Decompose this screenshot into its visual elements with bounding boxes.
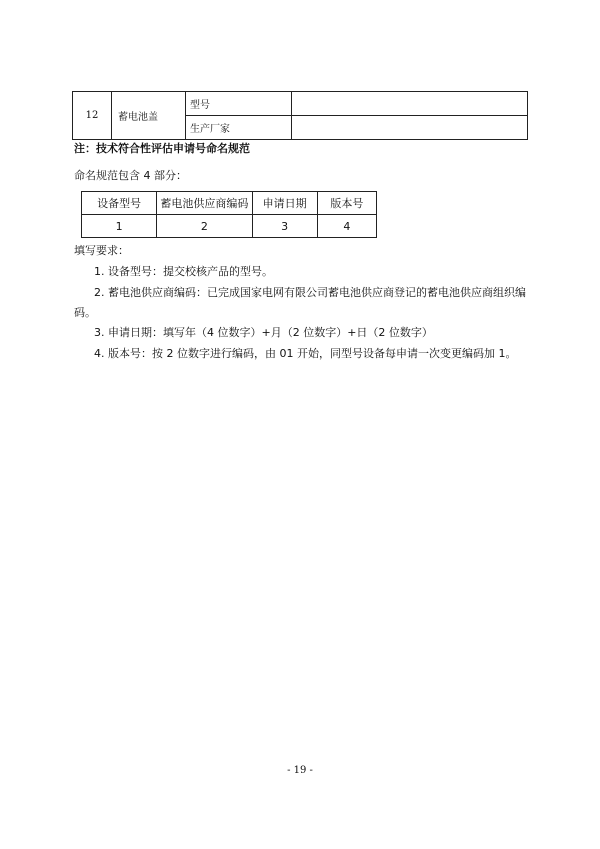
table-row [82,192,377,215]
page-number: - 19 - [287,765,313,776]
requirement-item-3: 3. 申请日期：填写年（4 位数字）+月（2 位数字）+日（2 位数字） [94,326,433,339]
spec-table-continuation [72,91,528,140]
item-name: 蓄电池盖 [112,92,186,140]
naming-header-date: 申请日期 [252,192,317,215]
naming-number-3: 3 [252,215,317,238]
table-row [82,215,377,238]
naming-number-4: 4 [317,215,376,238]
field-label-manufacturer: 生产厂家 [186,116,292,140]
requirement-item-2: 2. 蓄电池供应商编码：已完成国家电网有限公司蓄电池供应商登记的蓄电池供应商组织编 [94,286,526,299]
note-heading: 注：技术符合性评估申请号命名规范 [74,142,250,155]
field-label-model: 型号 [186,92,292,116]
naming-header-supplier-code: 蓄电池供应商编码 [157,192,252,215]
naming-table [81,191,377,238]
requirement-item-4: 4. 版本号：按 2 位数字进行编码，由 01 开始，同型号设备每申请一次变更编码加 1。 [94,347,517,360]
row-number: 12 [73,92,112,140]
naming-intro: 命名规范包含 4 部分： [74,169,187,182]
naming-header-device-model: 设备型号 [82,192,157,215]
table-row [73,92,528,116]
requirements-heading: 填写要求： [74,244,129,257]
field-value-model [292,92,528,116]
naming-header-version: 版本号 [317,192,376,215]
field-value-manufacturer [292,116,528,140]
naming-number-2: 2 [157,215,252,238]
requirement-item-2-continued: 码。 [74,306,96,319]
naming-number-1: 1 [82,215,157,238]
requirement-item-1: 1. 设备型号：提交校核产品的型号。 [94,265,273,278]
